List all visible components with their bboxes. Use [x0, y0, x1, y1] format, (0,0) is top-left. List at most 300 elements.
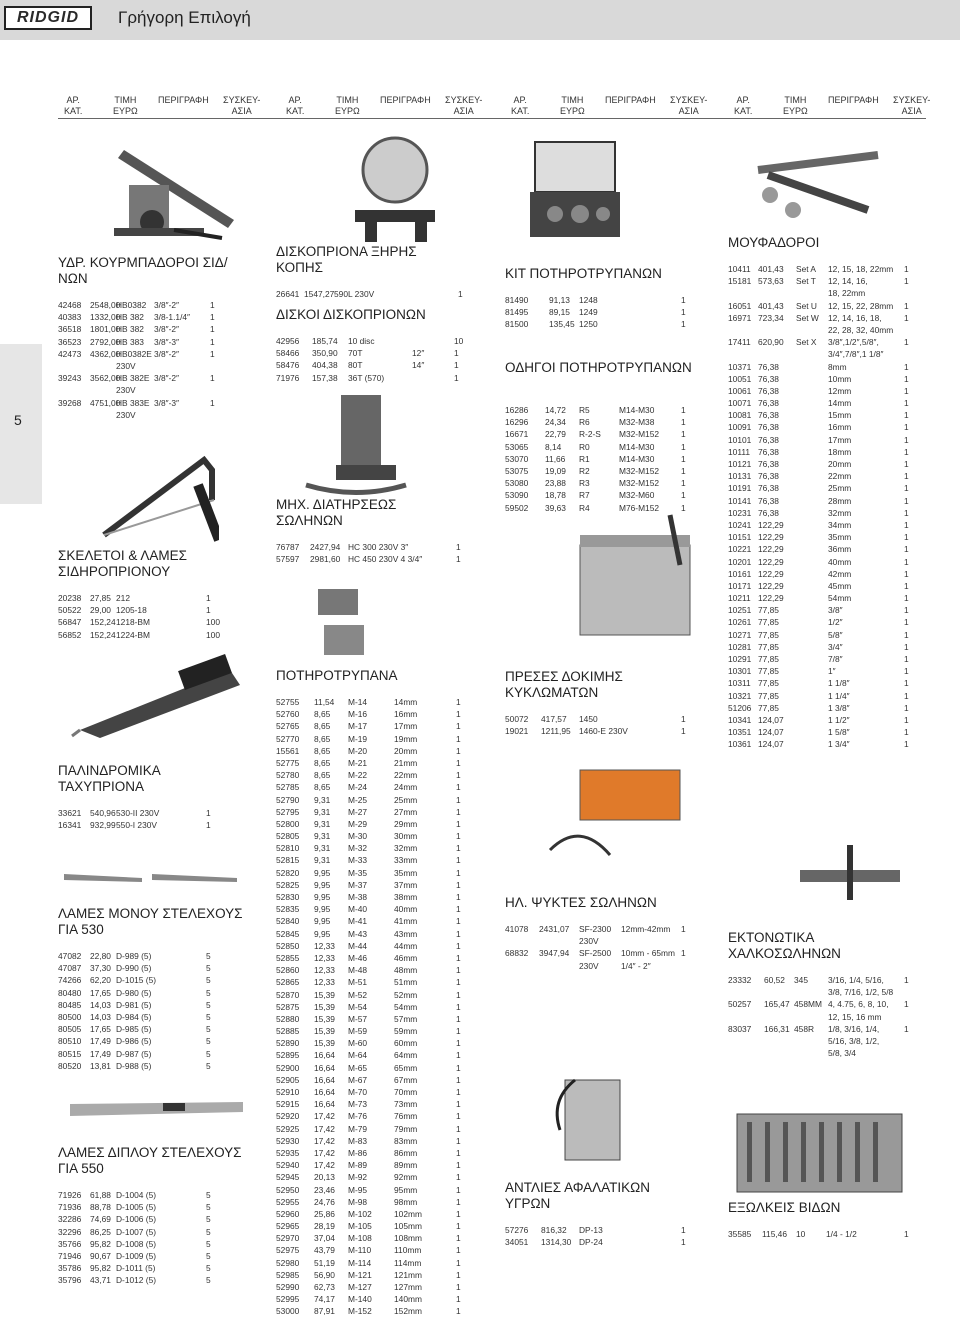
table-row — [58, 999, 248, 1011]
table-row — [276, 1208, 466, 1220]
header-divider — [58, 118, 926, 119]
table-cell: 8,65 — [314, 757, 331, 768]
table-cell: 1 — [904, 483, 909, 494]
table-cell: 37,04 — [314, 1233, 335, 1244]
table-cell: 1 — [210, 312, 215, 323]
table-cell: 1/4″ - 2″ — [621, 960, 651, 971]
table-row — [276, 757, 466, 769]
table-cell: 35mm — [828, 532, 852, 543]
table-cell: 91,13 — [549, 295, 570, 305]
table-cell: 80485 — [58, 999, 82, 1010]
table-cell: 3/8, 7/16, 1/2, 5/8 — [828, 987, 894, 998]
table-cell: M-21 — [348, 757, 368, 768]
table-cell: Set U — [796, 300, 817, 311]
table-row — [505, 416, 695, 428]
swaging-tool-image — [748, 150, 888, 225]
table-cell: 1 — [681, 924, 686, 934]
table-cell: 1 — [904, 373, 909, 384]
table-cell: 1 — [456, 916, 461, 927]
table-row — [58, 974, 248, 986]
table-cell: 10241 — [728, 519, 752, 530]
column-header-pack: ΣΥΣΚΕΥ- ΑΣΙΑ — [893, 95, 931, 116]
table-cell: 1 — [456, 1099, 461, 1110]
table-cell: 60,52 — [764, 975, 785, 985]
table-cell: 1218-BM — [116, 617, 150, 628]
column-header-cod: ΑΡ. ΚΑΤ. — [511, 95, 530, 116]
table-cell: 230V — [579, 960, 599, 971]
table-cell: 95mm — [394, 1184, 418, 1195]
table-cell: M-108 — [348, 1233, 372, 1244]
table-cell: 1 — [456, 818, 461, 829]
table-cell: 17,42 — [314, 1147, 335, 1158]
table-row — [728, 385, 918, 397]
table-row — [276, 879, 466, 891]
table-cell: 1 — [904, 300, 909, 311]
table-cell: 1 — [206, 605, 211, 616]
table-cell: 10151 — [728, 532, 752, 543]
table-cell: 5 — [206, 999, 211, 1010]
table-cell: 76,38 — [758, 410, 779, 421]
table-cell: 77,85 — [758, 641, 779, 652]
table-row — [728, 1047, 918, 1059]
table-cell: 54mm — [828, 593, 852, 604]
table-cell: 1 — [904, 666, 909, 677]
section-title: ΑΝΤΛΙΕΣ ΑΦΑΛΑΤΙΚΩΝ ΥΓΡΩΝ — [505, 1180, 650, 1211]
table-cell: 37,30 — [90, 963, 111, 974]
table-cell: 52990 — [276, 1282, 300, 1292]
table-cell: 77,85 — [758, 678, 779, 689]
table-cell: 12, 14, 16, 18, — [828, 312, 882, 323]
table-cell: 10221 — [728, 544, 752, 555]
table-cell: 5/16, 3/8, 1/2, — [828, 1035, 880, 1046]
table-cell: 1 — [904, 605, 909, 616]
table-cell: 12,33 — [314, 940, 335, 951]
table-cell: 122,29 — [758, 580, 784, 591]
table-cell: 1 — [456, 831, 461, 842]
table-cell: R5 — [579, 405, 590, 415]
table-cell: 1 — [681, 453, 686, 464]
table-cell: 1 — [904, 544, 909, 555]
table-cell: 9,95 — [314, 916, 331, 927]
table-row — [728, 421, 918, 433]
table-cell: 76,38 — [758, 471, 779, 482]
table-cell: 10371 — [728, 361, 752, 372]
table-cell: 1 — [681, 307, 686, 318]
table-cell: 52815 — [276, 855, 300, 866]
table-cell: 157,38 — [312, 372, 338, 383]
table-cell: 10mm — [828, 373, 852, 384]
table-row — [276, 347, 466, 359]
table-cell: 10311 — [728, 678, 751, 689]
hole-saw-image — [310, 585, 380, 660]
table-cell: M-22 — [348, 770, 368, 781]
table-cell: 1 — [456, 709, 461, 720]
table-cell: 12mm-42mm — [621, 924, 671, 934]
table-cell: 74,69 — [90, 1214, 111, 1225]
table-row — [276, 1220, 466, 1232]
table-row — [505, 306, 695, 318]
table-cell: D-987 (5) — [116, 1048, 152, 1059]
table-cell: 1 — [210, 373, 215, 384]
table-cell: 1 — [904, 739, 909, 750]
table-cell: 1 1/2″ — [828, 714, 850, 725]
table-cell: 52mm — [394, 989, 418, 1000]
table-cell: M-52 — [348, 989, 368, 1000]
table-cell: 40mm — [828, 556, 852, 567]
table-row — [728, 348, 918, 360]
table-cell: M-95 — [348, 1184, 368, 1195]
table-row — [728, 470, 918, 482]
table-row — [505, 923, 695, 935]
table-cell: 80500 — [58, 1011, 82, 1022]
table-cell: 115,46 — [762, 1229, 787, 1239]
table-cell: 15,39 — [314, 1013, 335, 1024]
table-cell: 1 — [904, 702, 909, 713]
table-cell: 401,43 — [758, 264, 784, 274]
table-cell: 1 — [456, 1135, 461, 1146]
table-cell: 28,19 — [314, 1221, 335, 1232]
table-cell: 52935 — [276, 1147, 300, 1158]
table-cell: R0 — [579, 441, 590, 452]
table-cell: 17,49 — [90, 1036, 111, 1047]
table-cell: 74,17 — [314, 1294, 335, 1305]
table-row — [728, 543, 918, 555]
table-row — [728, 986, 918, 998]
table-cell: 81495 — [505, 307, 529, 318]
table-cell: 1 — [456, 1172, 461, 1183]
table-cell: 10271 — [728, 629, 752, 640]
table-cell: 76,38 — [758, 398, 779, 409]
table-cell: M-110 — [348, 1245, 372, 1256]
table-cell: M-89 — [348, 1160, 368, 1171]
table-row — [728, 1035, 918, 1047]
table-row — [276, 915, 466, 927]
table-cell: 3/8″-2″ — [154, 300, 180, 310]
table-cell: HB 382 — [116, 312, 144, 323]
table-cell: 1 — [456, 1160, 461, 1171]
table-cell: 5 — [206, 951, 211, 961]
table-cell: 23,88 — [545, 478, 566, 489]
table-row — [276, 1305, 466, 1317]
table-cell: 86,25 — [90, 1226, 111, 1237]
table-cell: 5 — [206, 1190, 211, 1200]
table-cell: HB0382 — [116, 300, 147, 310]
table-cell: 18,78 — [545, 490, 566, 501]
table-cell: 33mm — [394, 855, 418, 866]
table-cell: 1 — [456, 1038, 461, 1049]
table-cell: 14mm — [828, 398, 852, 409]
table-cell: D-1012 (5) — [116, 1275, 157, 1286]
table-cell: 1 — [456, 1221, 461, 1232]
table-cell: 42956 — [276, 336, 300, 346]
table-cell: 166,31 — [764, 1023, 790, 1034]
table-cell: 10191 — [728, 483, 752, 494]
table-cell: 89mm — [394, 1160, 418, 1171]
table-cell: 1 — [681, 1225, 686, 1235]
table-row — [728, 1011, 918, 1023]
table-cell: 52885 — [276, 1026, 300, 1037]
saw-blade-image — [62, 868, 242, 890]
table-cell: M-48 — [348, 965, 368, 976]
table-row — [58, 1011, 248, 1023]
table-cell: 1 — [456, 1111, 461, 1122]
table-row — [728, 592, 918, 604]
table-cell: 1 — [904, 276, 909, 287]
table-cell: 52845 — [276, 928, 300, 939]
table-cell: HB 383 — [116, 336, 144, 347]
table-row — [58, 1201, 248, 1213]
table-row — [505, 477, 695, 489]
table-cell: D-1008 (5) — [116, 1238, 157, 1249]
table-cell: 12, 15, 18, 22mm — [828, 264, 894, 274]
table-cell: 36523 — [58, 336, 82, 347]
table-cell: 230V — [579, 936, 599, 947]
table-cell: 21mm — [394, 757, 418, 768]
table-cell: 50257 — [728, 999, 752, 1010]
table-row — [58, 604, 248, 616]
table-cell: 1 — [681, 726, 686, 737]
table-cell: 165,47 — [764, 999, 790, 1010]
table-cell: 1 — [210, 336, 215, 347]
table-cell: 43,71 — [90, 1275, 111, 1286]
table-cell: M-54 — [348, 1001, 368, 1012]
table-cell: 1 — [456, 1001, 461, 1012]
table-row — [58, 1238, 248, 1250]
table-cell: 550-I 230V — [116, 820, 157, 831]
table-cell: 81500 — [505, 319, 529, 330]
table-row — [276, 1135, 466, 1147]
table-cell: 19mm — [394, 733, 418, 744]
table-cell: 42468 — [58, 300, 82, 310]
table-cell: 1 — [681, 441, 686, 452]
table-cell: 83037 — [728, 1023, 752, 1034]
table-cell: 1 — [904, 1229, 909, 1239]
table-cell: 17411 — [728, 337, 751, 348]
table-cell: 122,29 — [758, 556, 784, 567]
table-row — [728, 1023, 918, 1035]
table-cell: R2 — [579, 465, 590, 476]
table-cell: M-40 — [348, 904, 368, 915]
table-cell: 71936 — [58, 1202, 82, 1213]
table-cell: 15,39 — [314, 1038, 335, 1049]
table-cell: 1 — [904, 556, 909, 567]
price-list — [58, 1189, 248, 1287]
table-cell: M-43 — [348, 928, 368, 939]
table-cell: 16671 — [505, 429, 529, 440]
table-cell: 1332,00 — [90, 312, 121, 323]
table-cell: 122,29 — [758, 593, 784, 604]
table-row — [58, 616, 248, 628]
table-cell: 43mm — [394, 928, 418, 939]
table-cell: 80T — [348, 360, 363, 371]
table-cell: 35mm — [394, 867, 418, 878]
table-row — [276, 1232, 466, 1244]
table-cell: R7 — [579, 490, 590, 501]
table-cell: 12mm — [828, 385, 852, 396]
table-cell: 52820 — [276, 867, 300, 878]
chop-saw-image — [335, 125, 455, 245]
table-cell: 10061 — [728, 385, 752, 396]
table-cell: 1 — [458, 289, 463, 299]
table-cell: 723,34 — [758, 312, 784, 323]
table-cell: 10071 — [728, 398, 752, 409]
table-cell: 15,39 — [314, 1026, 335, 1037]
table-cell: M-70 — [348, 1087, 368, 1097]
table-row — [58, 323, 248, 335]
section-title: ΠΟΤΗΡΟΤΡΥΠΑΝΑ — [276, 668, 398, 683]
table-cell: SF-2500 — [579, 948, 612, 959]
table-row — [276, 1013, 466, 1025]
table-cell: 1 — [681, 295, 686, 305]
table-cell: 52930 — [276, 1135, 300, 1146]
table-cell: Set T — [796, 276, 816, 287]
table-cell: 74266 — [58, 975, 82, 986]
table-cell: 1 — [904, 593, 909, 604]
table-row — [276, 781, 466, 793]
table-cell: 1 — [454, 360, 459, 371]
table-cell: 76,38 — [758, 373, 779, 384]
table-cell: 1 — [904, 471, 909, 482]
table-cell: 53090 — [505, 490, 529, 501]
table-cell: 52800 — [276, 818, 300, 829]
table-cell: 22,79 — [545, 429, 566, 440]
price-list — [505, 923, 695, 972]
page-title: Γρήγορη Επιλογή — [118, 8, 251, 27]
table-row — [276, 1257, 466, 1269]
table-cell: 76,38 — [758, 483, 779, 494]
table-cell: 1 — [456, 1147, 461, 1158]
table-row — [728, 312, 918, 324]
table-cell: 65mm — [394, 1062, 418, 1073]
table-cell: 52835 — [276, 904, 300, 915]
table-cell: 816,32 — [541, 1225, 567, 1235]
table-cell: 80515 — [58, 1048, 82, 1059]
table-row — [728, 556, 918, 568]
table-cell: 16,64 — [314, 1087, 335, 1097]
table-cell: 16mm — [828, 422, 852, 433]
table-cell: 40mm — [394, 904, 418, 915]
table-cell: 4751,00 — [90, 397, 121, 408]
table-cell: 10111 — [728, 446, 751, 457]
table-cell: 32296 — [58, 1226, 82, 1237]
table-cell: 1 5/8″ — [828, 727, 850, 738]
table-cell: 14,03 — [90, 999, 111, 1010]
table-cell: 1 — [904, 532, 909, 543]
table-cell: 1 — [456, 745, 461, 756]
table-cell: 77,85 — [758, 654, 779, 664]
table-cell: 1 — [904, 690, 909, 701]
table-cell: 1 — [454, 348, 459, 359]
table-cell: 52915 — [276, 1099, 300, 1110]
table-cell: 12, 14, 16, — [828, 276, 868, 287]
table-cell: 3/8″-2″ — [154, 373, 180, 384]
table-row — [276, 976, 466, 988]
table-cell: M76-M152 — [619, 502, 660, 513]
table-cell: 19021 — [505, 726, 529, 737]
table-cell: 76,38 — [758, 361, 779, 372]
table-cell: 122,29 — [758, 532, 784, 543]
table-cell: 16971 — [728, 312, 752, 323]
table-cell: 22,80 — [90, 951, 111, 961]
section-title: ΣΚΕΛΕΤΟΙ & ΛΑΜΕΣ ΣΙΔΗΡΟΠΡΙΟΝΟΥ — [58, 548, 188, 579]
table-cell: 1 — [456, 1050, 461, 1061]
table-row — [58, 1226, 248, 1238]
table-cell: 152,24 — [90, 617, 116, 628]
section-title: ΜΗΧ. ΔΙΑΤΗΡΣΕΩΣ ΣΩΛΗΝΩΝ — [276, 497, 397, 528]
table-cell: D-988 (5) — [116, 1060, 152, 1071]
table-cell: 56,90 — [314, 1269, 335, 1280]
table-cell: 18mm — [828, 446, 852, 457]
table-cell: 5 — [206, 1024, 211, 1035]
price-list — [58, 807, 248, 831]
table-cell: 5 — [206, 1214, 211, 1225]
table-cell: D-986 (5) — [116, 1036, 152, 1047]
table-cell: M14-M30 — [619, 441, 655, 452]
table-cell: 1 — [456, 1257, 461, 1268]
table-cell: 1314,30 — [541, 1237, 572, 1248]
table-cell: 1 — [456, 1294, 461, 1305]
table-cell: 1 — [456, 1062, 461, 1073]
table-row — [276, 940, 466, 952]
table-cell: 108mm — [394, 1233, 422, 1244]
table-cell: 10091 — [728, 422, 752, 433]
section-title: ΛΑΜΕΣ ΜΟΝΟΥ ΣΤΕΛΕΧΟΥΣ ΓΙΑ 530 — [58, 906, 243, 937]
table-cell: 52830 — [276, 892, 300, 902]
table-cell: 1 — [681, 490, 686, 501]
table-cell: 35585 — [728, 1229, 752, 1239]
table-cell: 620,90 — [758, 337, 784, 348]
brand-logo: RIDGID — [4, 6, 92, 30]
table-row — [728, 580, 918, 592]
table-cell: 53080 — [505, 478, 529, 489]
table-cell: 12,33 — [314, 965, 335, 976]
table-cell: 1249 — [579, 307, 598, 318]
table-cell: 52965 — [276, 1221, 300, 1232]
table-cell: 135,45 — [549, 319, 575, 330]
table-cell: 57mm — [394, 1013, 418, 1024]
table-cell: 42mm — [828, 568, 852, 579]
table-row — [276, 720, 466, 732]
table-cell: 1 — [904, 398, 909, 409]
table-cell: 54mm — [394, 1001, 418, 1012]
table-row — [276, 1269, 466, 1281]
table-cell: 17,42 — [314, 1123, 335, 1134]
table-cell: 19,09 — [545, 465, 566, 476]
table-cell: 52775 — [276, 757, 300, 768]
table-row — [276, 372, 466, 384]
table-cell: 1 — [904, 999, 909, 1010]
table-cell: 14″ — [412, 360, 425, 371]
table-cell: 52975 — [276, 1245, 300, 1256]
table-cell: 401,43 — [758, 300, 784, 311]
table-cell: 20238 — [58, 593, 82, 603]
table-row — [58, 1048, 248, 1060]
table-cell: 1 — [456, 855, 461, 866]
table-row — [276, 1159, 466, 1171]
table-cell: 3/16, 1/4, 5/16, — [828, 975, 884, 985]
table-cell: 17,42 — [314, 1111, 335, 1122]
table-cell: 1 — [456, 721, 461, 732]
table-row — [728, 665, 918, 677]
table-cell: D-1009 (5) — [116, 1250, 157, 1261]
table-cell: 10mm - 65mm — [621, 948, 675, 959]
table-row — [58, 1213, 248, 1225]
table-cell: 53000 — [276, 1306, 300, 1317]
table-cell: 16,64 — [314, 1074, 335, 1085]
table-cell: 1 — [904, 507, 909, 518]
table-cell: 121mm — [394, 1269, 422, 1280]
table-cell: 50522 — [58, 605, 82, 616]
